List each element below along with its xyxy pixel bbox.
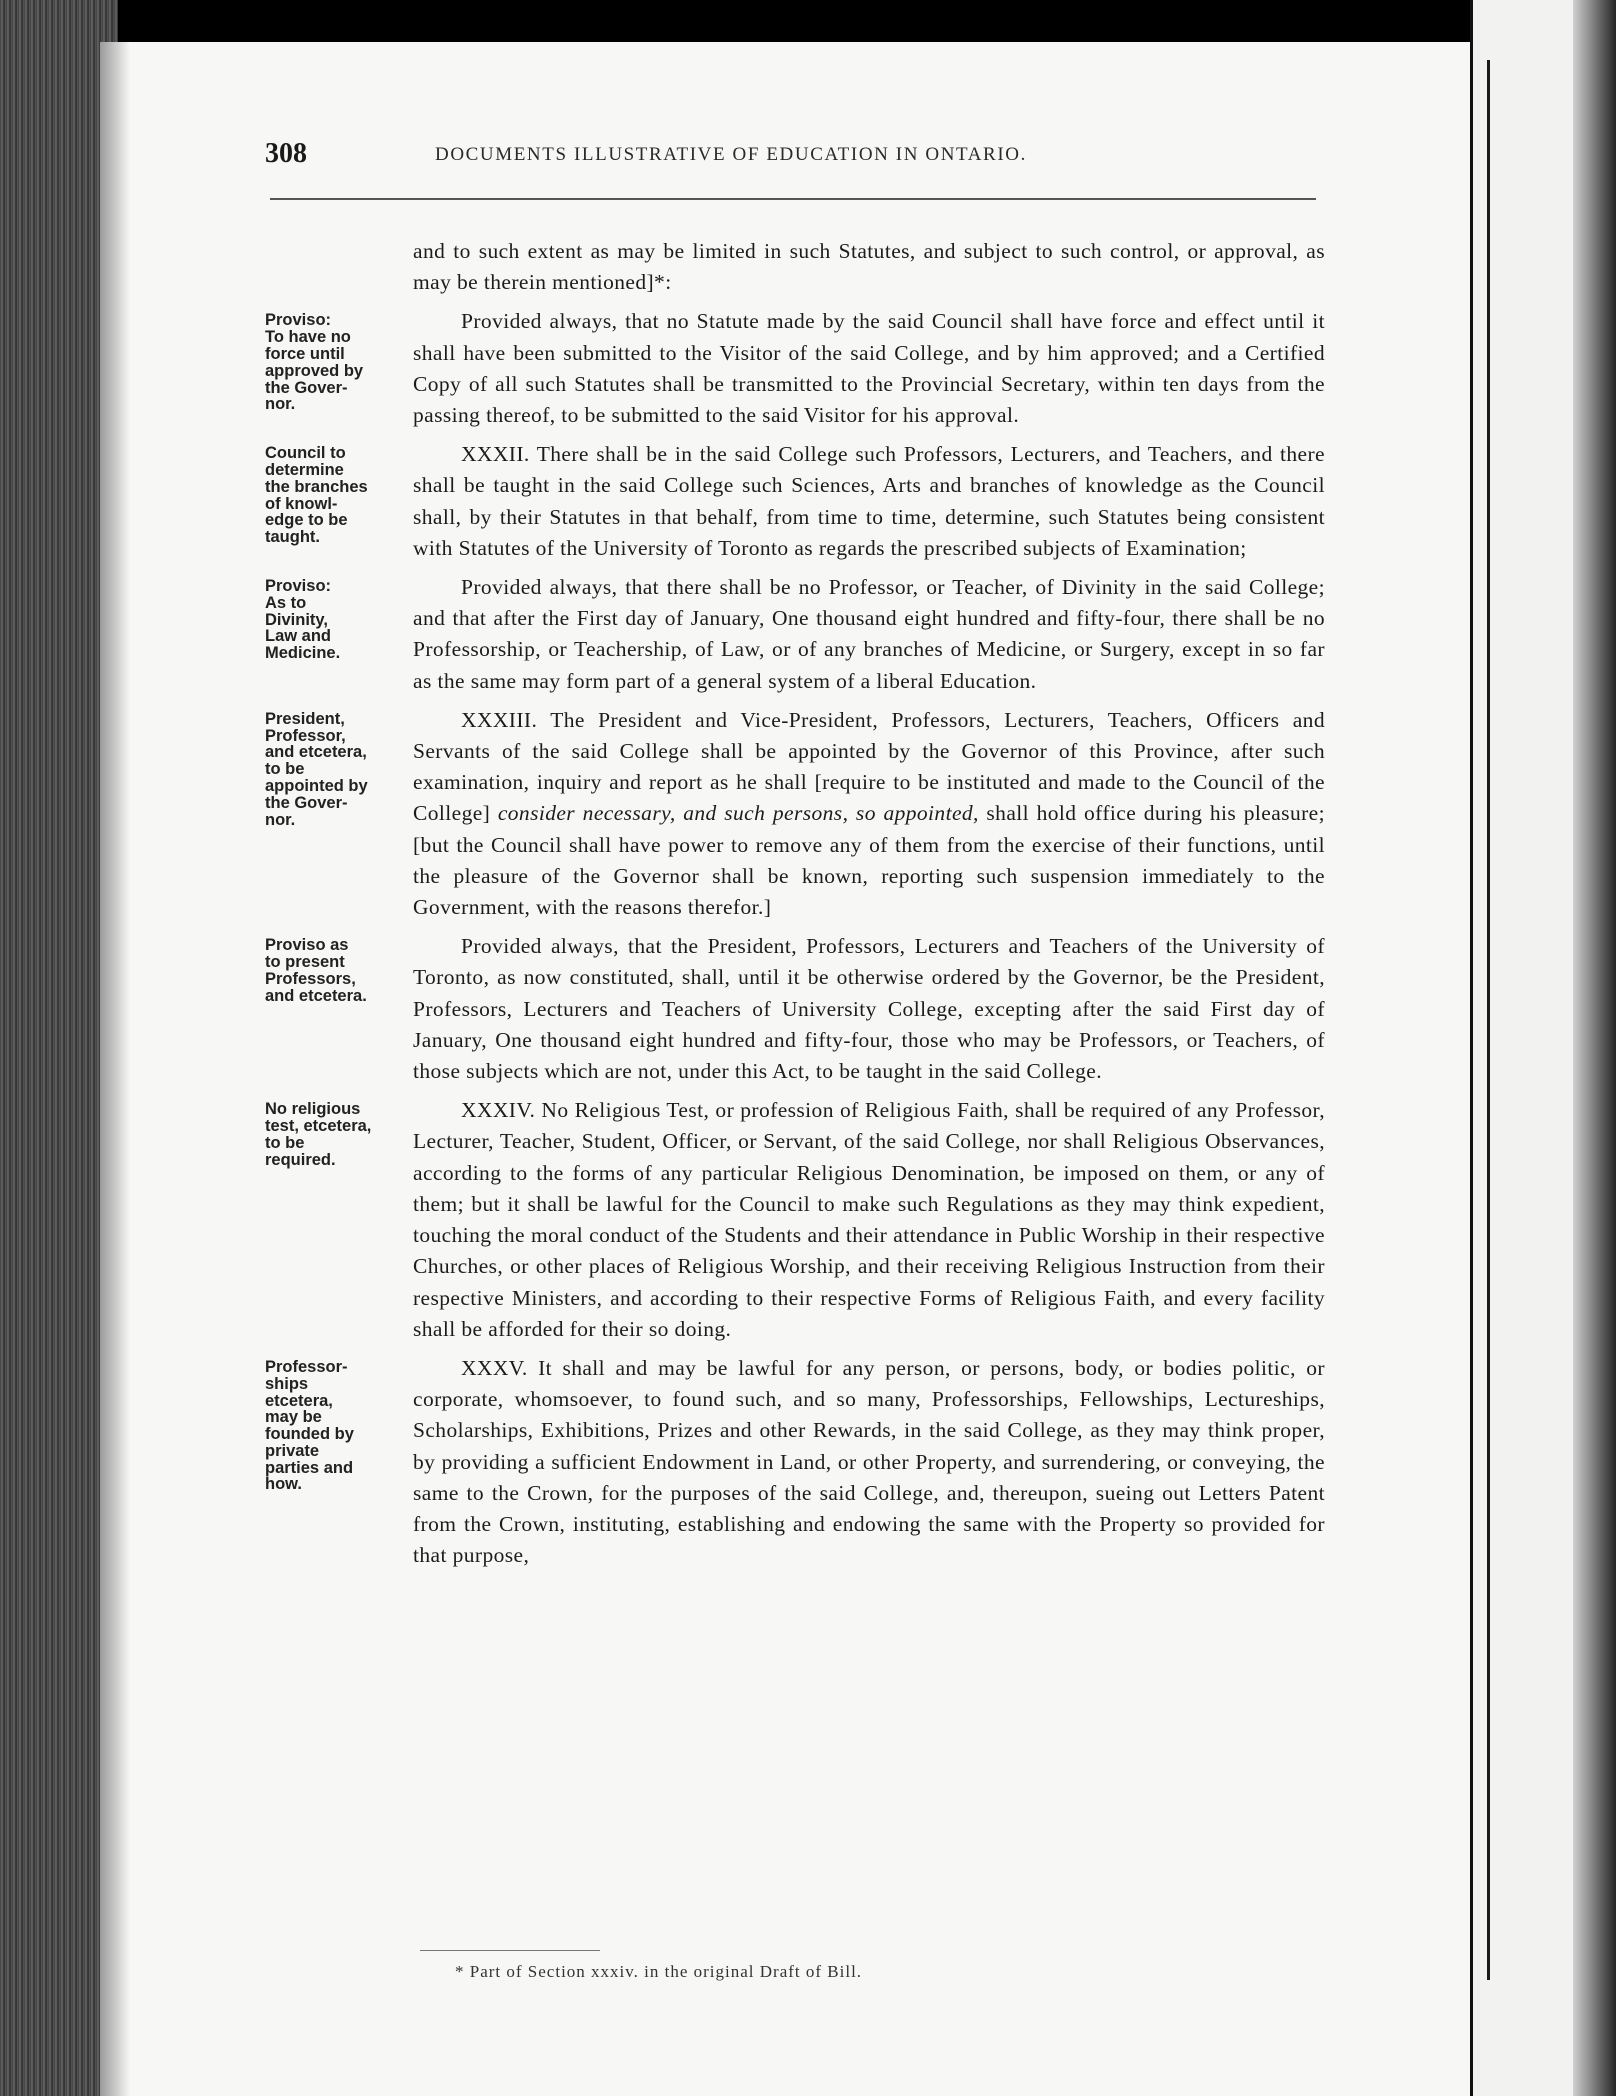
paragraph: and to such extent as may be limited in such Statutes, and subject to such control, or approval, as may be therein mentioned]*:	[413, 239, 1325, 295]
page-number: 308	[265, 138, 307, 169]
section-proviso-present-professors	[265, 931, 1330, 1087]
running-head: DOCUMENTS ILLUSTRATIVE OF EDUCATION IN ONTARIO.	[435, 144, 1027, 165]
margin-note: Proviso as to present Professors, and etcetera.	[265, 936, 367, 1005]
footnote-rule	[420, 1950, 600, 1951]
margin-note: Proviso: To have no force until approved by the Gover- nor.	[265, 311, 364, 414]
page-header	[265, 138, 1325, 178]
footnote: * Part of Section xxxiv. in the original Draft of Bill.	[455, 1962, 863, 1981]
paragraph: XXXV. It shall and may be lawful for any person, or persons, body, or bodies politic, or corporate, whomsoever, to found such, and so many, Professorships, Fellowships, Lectureships, Scholarships, Exhibitions, Prizes and other Rewards, in the said College, as they may think proper, by providing a sufficient Endowment in Land, or other Property, and surrendering, or conveying, the same to the Crown, for the purposes of the said College, and, thereupon, sueing out Letters Patent from the Crown, instituting, establishing and endowing the same with the Property so provided for that purpose,	[413, 1355, 1325, 1568]
section-xxxii	[265, 439, 1330, 564]
facing-page-shadow	[1573, 0, 1616, 2096]
header-rule	[270, 198, 1316, 200]
margin-note: Council to determine the branches of knowl- edge to be taught.	[265, 444, 368, 547]
paragraph: Provided always, that the President, Professors, Lecturers and Teachers of the University of Toronto, as now constituted, shall, until it be otherwise ordered by the Governor, be the President, Professors, Lecturers and Teachers of University College, excepting after the said First day of January, One thousand eight hundred and fifty-four, those who may be Professors, or Teachers, of those subjects which are not, under this Act, to be taught in the said College.	[413, 934, 1325, 1084]
page-body	[265, 236, 1330, 1579]
margin-note	[265, 236, 413, 298]
paragraph: Provided always, that no Statute made by the said Council shall have force and effect until it shall have been submitted to the Visitor of the said College, and by him approved; and a Certified Copy of all such Statutes shall be transmitted to the Provincial Secretary, within ten days from the passing thereof, to be submitted to the said Visitor for his approval.	[413, 309, 1325, 428]
margin-note: No religious test, etcetera, to be required.	[265, 1100, 372, 1169]
facing-page	[1470, 0, 1616, 2096]
section-continuation	[265, 236, 1330, 298]
paragraph: XXXII. There shall be in the said College such Professors, Lecturers, and Teachers, and there shall be taught in the said College such Sciences, Arts and branches of knowledge as the Council shall, by their Statutes in that behalf, from time to time, determine, such Statutes being consistent with Statutes of the University of Toronto as regards the prescribed subjects of Examination;	[413, 442, 1325, 560]
paragraph: XXXIV. No Religious Test, or profession of Religious Faith, shall be required of any Professor, Lecturer, Teacher, Student, Officer, or Servant, of the said College, nor shall Religious Observances, according to the forms of any particular Religious Denomination, be imposed on them, or any of them; but it shall be lawful for the Council to make such Regulations as they may think expedient, touching the moral conduct of the Students and their attendance in Public Worship in their respective Churches, or other places of Religious Worship, and their receiving Religious Instruction from their respective Ministers, and according to their respective Forms of Religious Faith, and every facility shall be afforded for their so doing.	[413, 1098, 1325, 1341]
section-proviso-statutes	[265, 306, 1330, 431]
section-xxxiii	[265, 705, 1330, 923]
paragraph: Provided always, that there shall be no Professor, or Teacher, of Divinity in the said College; and that after the First day of January, One thousand eight hundred and fifty-four, there shall be no Professorship, or Teachership, of Law, or of any branches of Medicine, or Surgery, except in so far as the same may form part of a general system of a liberal Education.	[413, 575, 1325, 693]
margin-note: Proviso: As to Divinity, Law and Medicine.	[265, 577, 341, 663]
italic-insertion: consider necessary, and such persons, so appointed,	[497, 801, 979, 826]
section-proviso-divinity	[265, 572, 1330, 697]
margin-note: Professor- ships etcetera, may be founded by private parties and how.	[265, 1357, 354, 1494]
facing-page-rule	[1487, 60, 1490, 1980]
margin-note: President, Professor, and etcetera, to be appointed by the Gover- nor.	[265, 709, 368, 829]
section-xxxiv	[265, 1095, 1330, 1345]
section-xxxv	[265, 1353, 1330, 1571]
paragraph: XXXIII. The President and Vice-President, Professors, Lecturers, Teachers, Officers and Servants of the said College shall be appointed by the Governor of this Province, after such examination, inquiry and report as he shall [require to be instituted and made to the Council of the College] consider necessary, and such persons, so appointed, shall hold office during his pleasure; [but the Council shall have power to remove any of them from the exercise of their functions, until the pleasure of the Governor shall be known, reporting such suspension immediately to the Government, with the reasons therefor.]	[413, 707, 1325, 920]
